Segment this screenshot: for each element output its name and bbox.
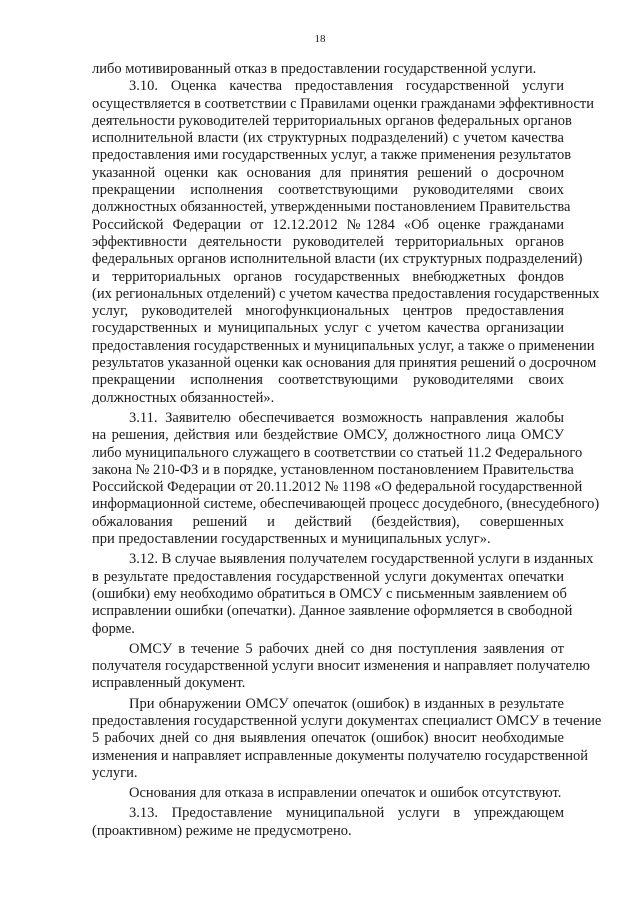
paragraph-p-omsu [92, 640, 590, 693]
paragraph-p3-10 [92, 78, 600, 407]
text-line: закона № 210-ФЗ и в порядке, установленном постановлением Правительства [92, 461, 574, 478]
paragraph-p3-13 [92, 805, 564, 840]
text-line: результатов указанной оценки как основания для принятия решений о досрочном [92, 355, 597, 372]
text-line: при предоставлении государственных и муниципальных услуг». [92, 531, 491, 548]
text-line: 3.13. Предоставление муниципальной услуги в упреждающем [129, 805, 564, 822]
text-line: предоставления государственной услуги документах специалист ОМСУ в течение [92, 712, 602, 729]
text-line: Российской Федерации от 20.11.2012 № 1198 «О федеральной государственной [92, 479, 583, 496]
page-number: 18 [314, 33, 326, 45]
text-line: При обнаружении ОМСУ опечаток (ошибок) в изданных в результате [129, 695, 564, 712]
text-line: эффективности деятельности руководителей территориальных органов [92, 233, 564, 250]
text-line: ОМСУ в течение 5 рабочих дней со дня поступления заявления от [129, 640, 564, 657]
text-line: предоставления государственных и муниципальных услуг, а также о применении [92, 337, 595, 354]
text-line: (проактивном) режиме не предусмотрено. [92, 822, 352, 839]
text-line: 3.12. В случае выявления получателем государственной услуги в изданных [129, 551, 594, 568]
text-line: федеральных органов исполнительной власти (их структурных подразделений) [92, 251, 583, 268]
text-line: услуг, руководителей многофункциональных центров предоставления [92, 303, 564, 320]
text-line: 3.10. Оценка качества предоставления государственной услуги [129, 78, 564, 95]
text-line: прекращении исполнения соответствующими руководителями своих [92, 182, 564, 199]
text-line: исправленный документ. [92, 675, 246, 692]
text-line: форме. [92, 620, 135, 637]
text-line: указанной оценки как основания для принятия решений о досрочном [92, 164, 564, 181]
text-line: осуществляется в соответствии с Правилами оценки гражданами эффективности [92, 95, 594, 112]
text-line: на решения, действия или бездействие ОМСУ, должностного лица ОМСУ [92, 427, 564, 444]
text-line: исправлении ошибки (опечатки). Данное заявление оформляется в свободной [92, 603, 573, 620]
text-line: (ошибки) ему необходимо обратиться в ОМСУ с письменным заявлением об [92, 585, 567, 602]
text-line: либо муниципального служащего в соответствии со статьей 11.2 Федерального [92, 444, 583, 461]
paragraph-p0 [92, 61, 564, 78]
text-line: 3.11. Заявителю обеспечивается возможность направления жалобы [129, 409, 564, 426]
text-line: предоставления ими государственных услуг, а также применения результатов [92, 147, 572, 164]
text-line: должностных обязанностей, утвержденными постановлением Правительства [92, 199, 571, 216]
text-line: исполнительной власти (их структурных подразделений) с учетом качества [92, 130, 564, 147]
text-line: либо мотивированный отказ в предоставлении государственной услуги. [92, 61, 537, 77]
text-line: в результате предоставления государственной услуги документах опечатки [92, 568, 564, 585]
text-line: должностных обязанностей». [92, 389, 275, 406]
text-line: информационной системе, обеспечивающей процесс досудебного, (внесудебного) [92, 496, 600, 513]
text-line: обжалования решений и действий (бездействия), совершенных [92, 513, 564, 530]
paragraph-p-detect [92, 695, 602, 782]
text-line: изменения и направляет исправленные документы получателю государственной [92, 747, 589, 764]
paragraph-p-grounds [92, 785, 564, 802]
text-line: услуги. [92, 764, 138, 781]
text-line: Основания для отказа в исправлении опечаток и ошибок отсутствуют. [129, 785, 562, 802]
text-line: деятельности руководителей территориальных органов федеральных органов [92, 112, 572, 129]
paragraph-p3-11 [92, 409, 600, 548]
text-line: 5 рабочих дней со дня выявления опечаток (ошибок) вносит необходимые [92, 730, 564, 747]
text-line: (их региональных отделений) с учетом качества предоставления государственных [92, 285, 600, 302]
document-body [92, 61, 602, 840]
text-line: прекращении исполнения соответствующими руководителями своих [92, 372, 564, 389]
text-line: Российской Федерации от 12.12.2012 №1284 «Об оценке гражданами [92, 216, 564, 233]
text-line: и территориальных органов государственных внебюджетных фондов [92, 268, 564, 285]
text-line: получателя государственной услуги вносит изменения и направляет получателю [92, 658, 590, 675]
text-line: государственных и муниципальных услуг с учетом качества организации [92, 320, 564, 337]
paragraph-p3-12 [92, 551, 594, 637]
